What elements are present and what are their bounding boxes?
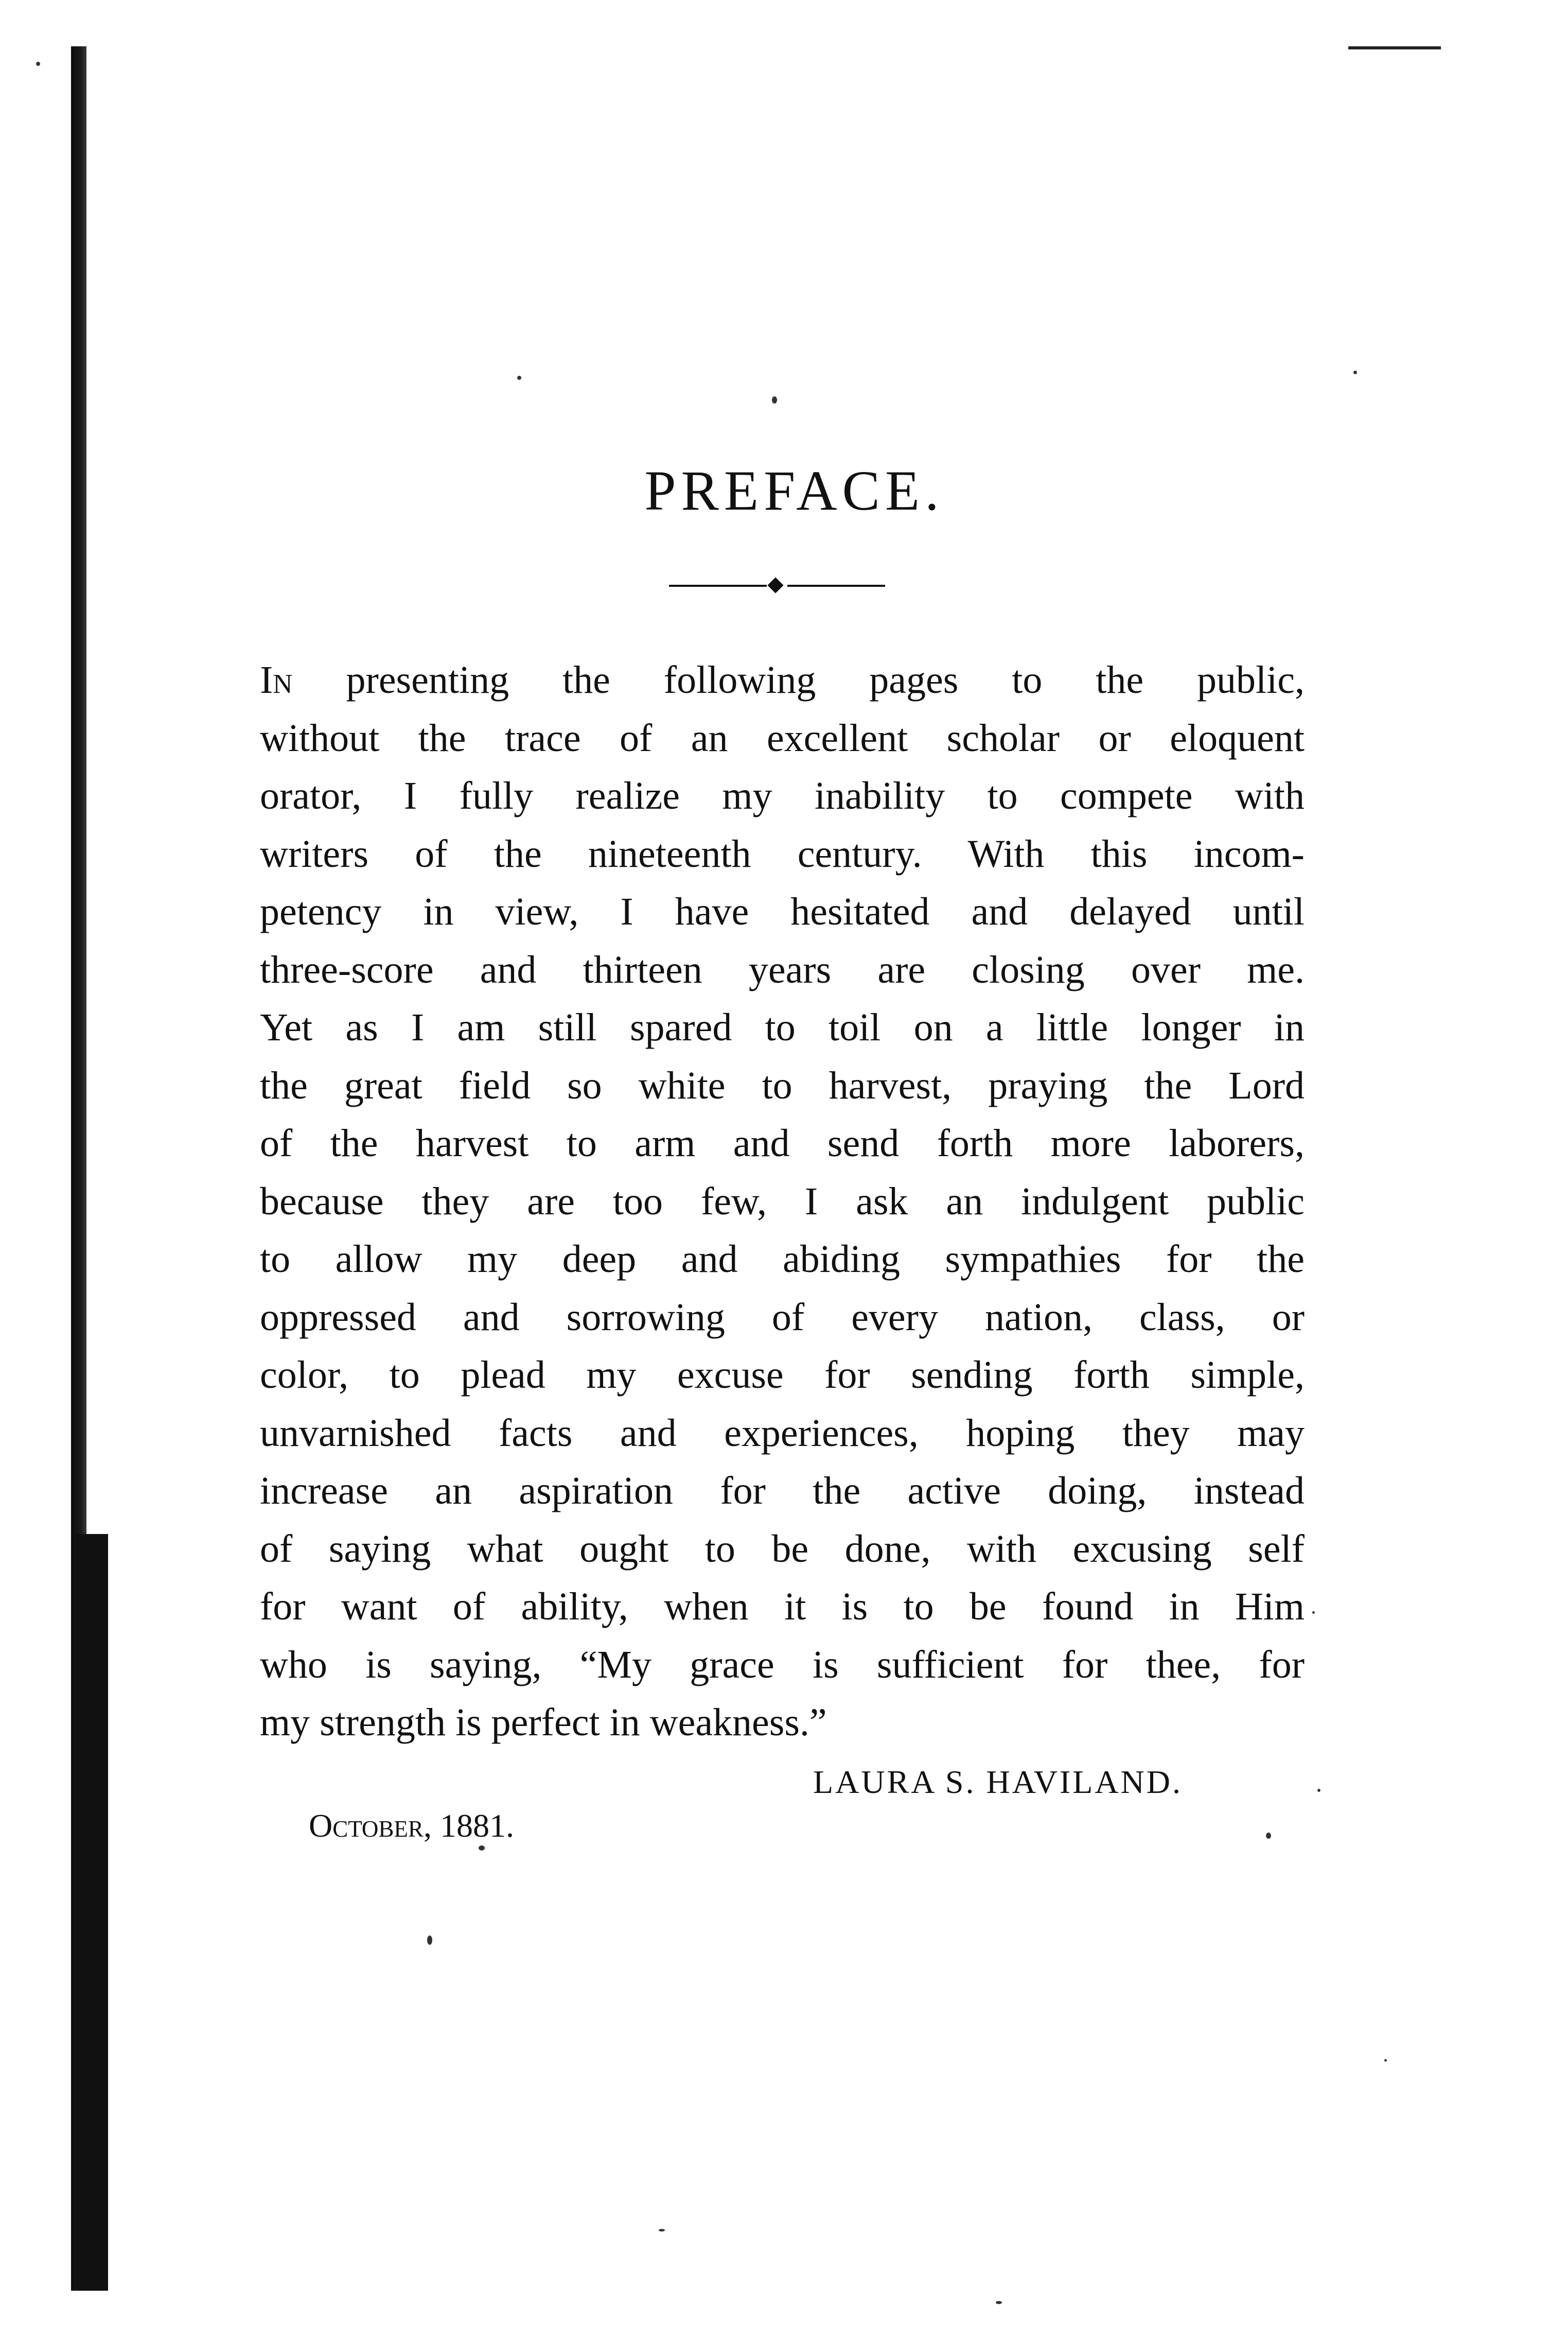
preface-line: without the trace of an excellent scholar or eloquent [260, 716, 1305, 760]
scan-speck [1312, 1611, 1315, 1614]
preface-line: because they are too few, I ask an indulgent public [260, 1179, 1305, 1223]
preface-line: three-score and thirteen years are closing over me. [260, 948, 1305, 991]
scan-speck [427, 1936, 432, 1945]
preface-line: oppressed and sorrowing of every nation, class, or [260, 1295, 1305, 1339]
preface-body [260, 651, 1305, 1752]
preface-line: of the harvest to arm and send forth more laborers, [260, 1122, 1305, 1165]
scan-speck [517, 376, 521, 380]
scan-speck [36, 62, 40, 66]
preface-line: unvarnished facts and experiences, hoping they may [260, 1411, 1305, 1455]
binding-shadow-lower [76, 1534, 108, 2291]
scan-speck [479, 1845, 485, 1851]
title-ornament-divider [669, 580, 885, 591]
preface-line: petency in view, I have hesitated and delayed until [260, 890, 1305, 933]
preface-line: writers of the nineteenth century. With this incom- [260, 832, 1305, 876]
preface-line: orator, I fully realize my inability to compete with [260, 774, 1305, 817]
drop-word: In [260, 658, 293, 702]
date-month: October [309, 1807, 424, 1844]
preface-line: Yet as I am still spared to toil on a little longer in [260, 1006, 1305, 1049]
preface-line: increase an aspiration for the active doing, instead [260, 1469, 1305, 1512]
scan-speck [1317, 1789, 1320, 1792]
preface-line: who is saying, “My grace is sufficient for thee, for [260, 1643, 1305, 1686]
date-year: , 1881. [423, 1807, 514, 1844]
preface-line: the great field so white to harvest, praying the Lord [260, 1064, 1305, 1107]
preface-line: color, to plead my excuse for sending forth simple, [260, 1353, 1305, 1397]
preface-line: of saying what ought to be done, with excusing self [260, 1527, 1305, 1571]
scan-speck [659, 2229, 665, 2232]
preface-line: for want of ability, when it is to be found in Him [260, 1585, 1305, 1628]
preface-line: my strength is perfect in weakness.” [260, 1701, 827, 1744]
preface-line: to allow my deep and abiding sympathies for the [260, 1237, 1305, 1281]
preface-line: In presenting the following pages to the public, [260, 658, 1305, 702]
page-corner-rule [1348, 46, 1441, 49]
scan-speck [772, 396, 777, 404]
scan-speck [1384, 2059, 1387, 2062]
scan-speck [1266, 1833, 1271, 1839]
scan-speck [1353, 371, 1357, 374]
scan-speck [996, 2301, 1002, 2304]
preface-date [309, 1807, 514, 1845]
author-signature: LAURA S. HAVILAND. [813, 1764, 1183, 1800]
page-title: PREFACE. [644, 459, 944, 522]
